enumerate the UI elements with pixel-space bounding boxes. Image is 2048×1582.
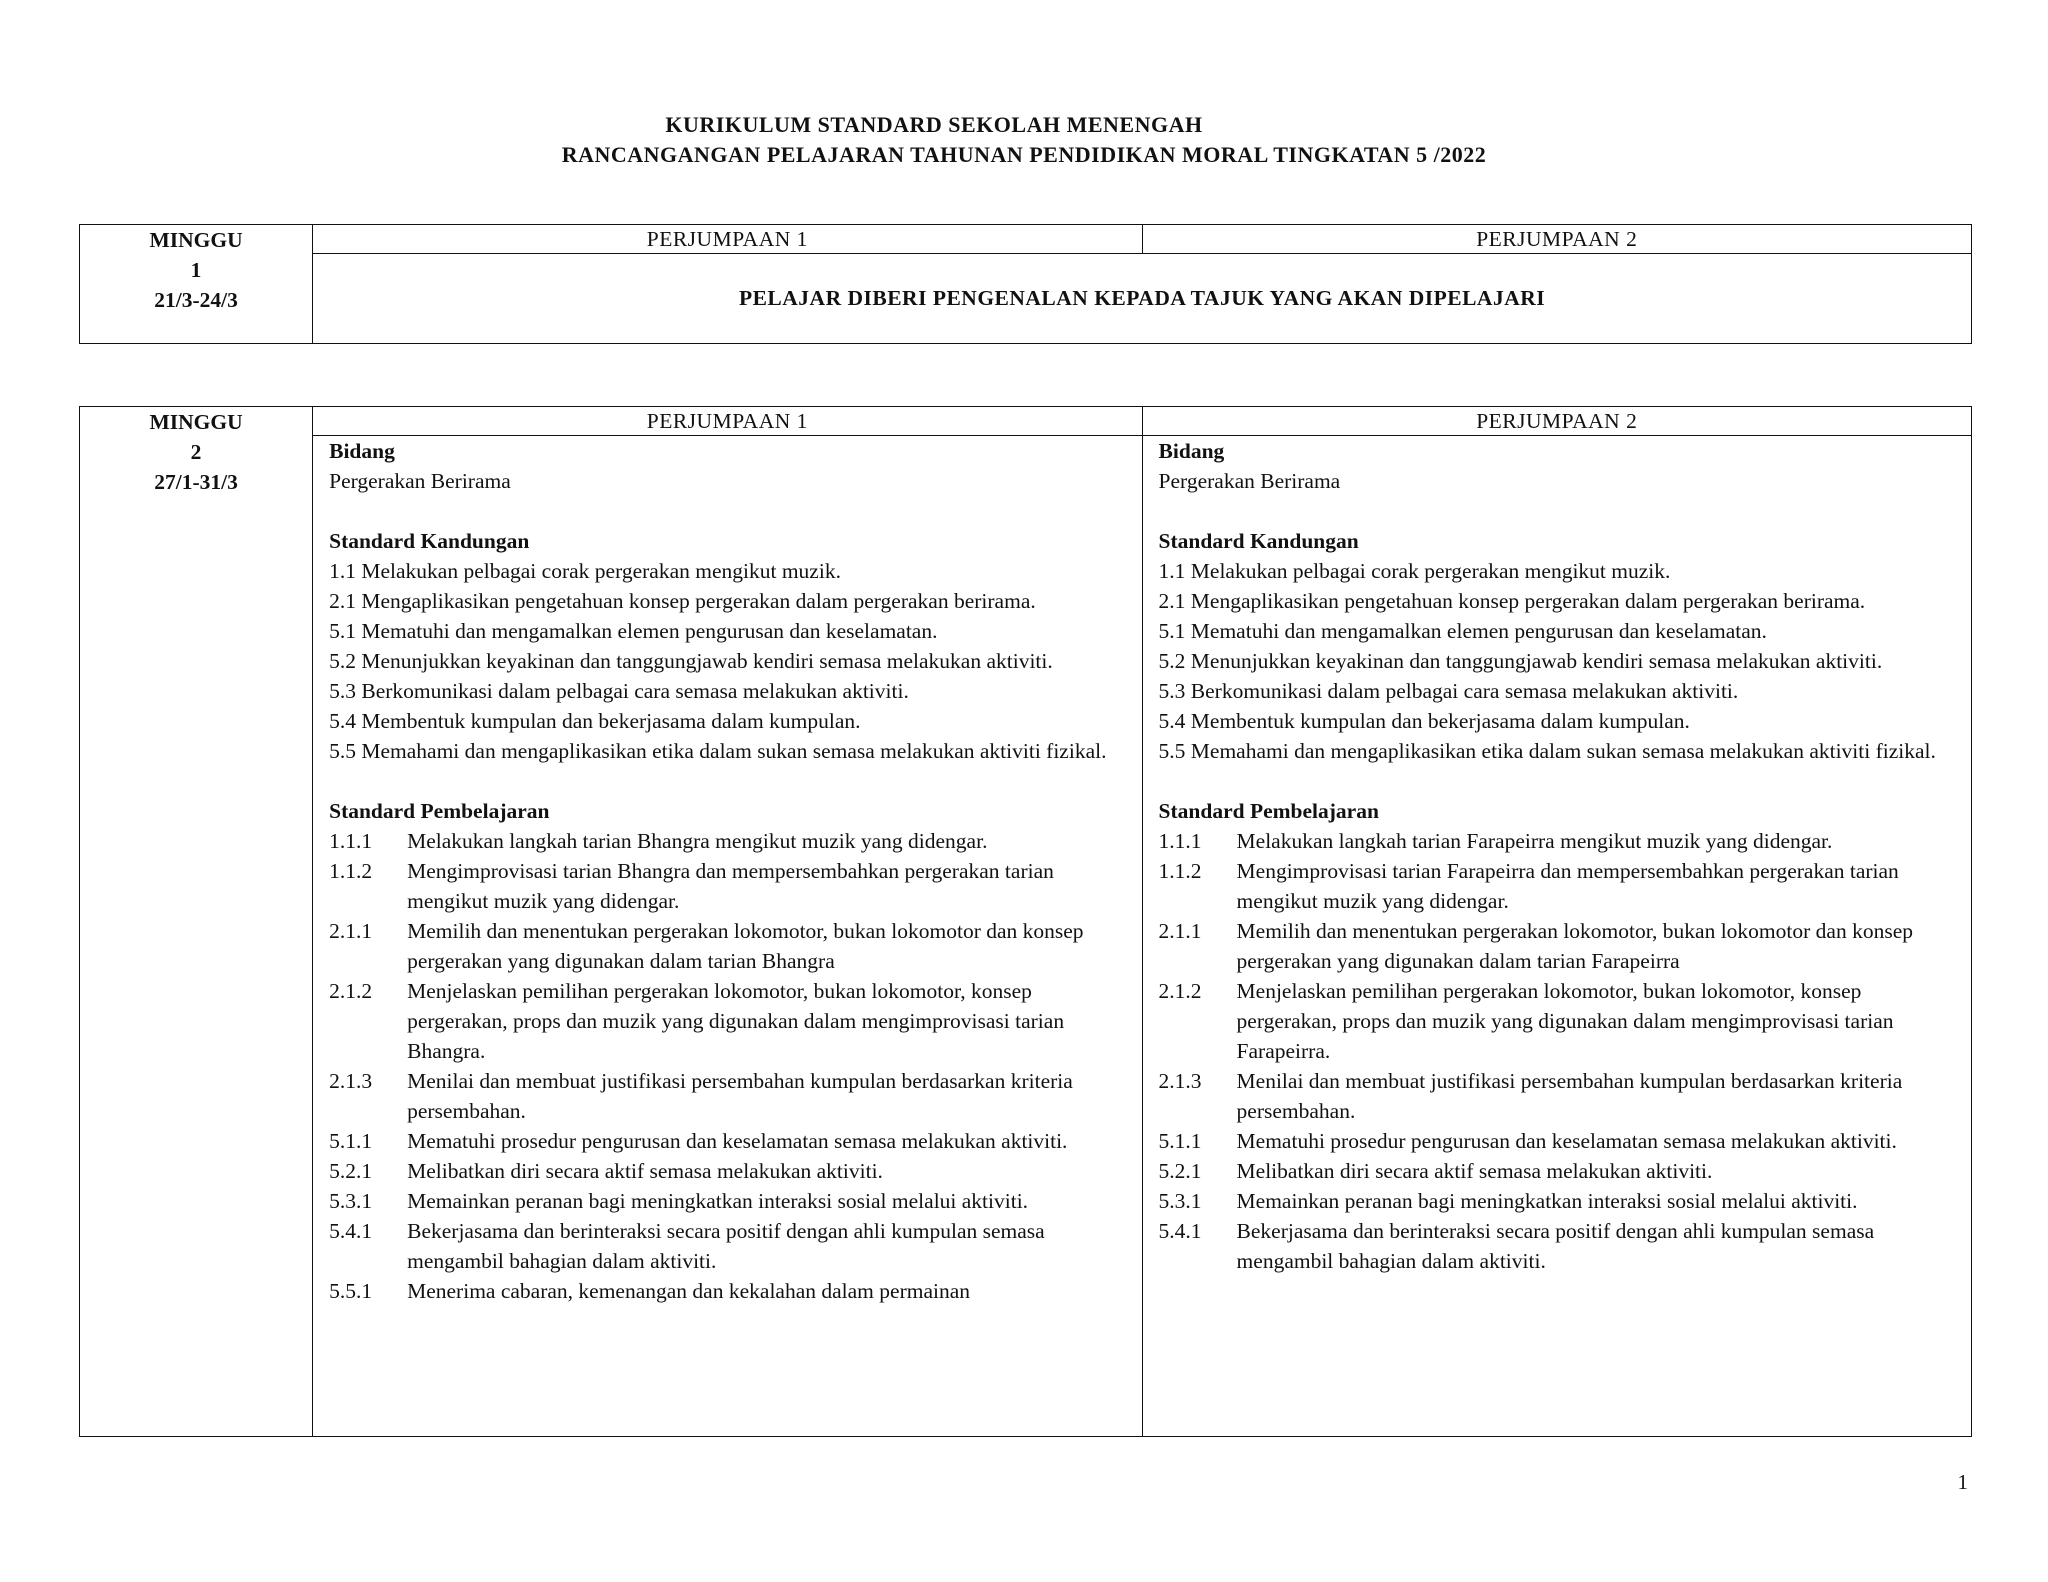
header-line-1: KURIKULUM STANDARD SEKOLAH MENENGAH — [665, 112, 1203, 137]
bidang-value: Pergerakan Berirama — [329, 469, 511, 493]
sk-item: 5.1 Mematuhi dan mengamalkan elemen pengurusan dan keselamatan. — [1158, 619, 1767, 643]
perjumpaan-2-heading: PERJUMPAAN 2 — [1142, 225, 1971, 254]
sp-text: Mengimprovisasi tarian Farapeirra dan mempersembahkan pergerakan tarian mengikut muzik yang didengar. — [1236, 859, 1899, 913]
week-dates: 21/3-24/3 — [154, 288, 238, 312]
sp-code: 5.4.1 — [329, 1219, 373, 1243]
sk-item: 5.1 Mematuhi dan mengamalkan elemen pengurusan dan keselamatan. — [329, 619, 938, 643]
sp-text: Menjelaskan pemilihan pergerakan lokomotor, bukan lokomotor, konsep pergerakan, props dan muzik yang digunakan dalam mengimprovisasi tarian Bhangra. — [407, 979, 1065, 1063]
sk-item: 5.5 Memahami dan mengaplikasikan etika dalam sukan semasa melakukan aktiviti fizikal. — [329, 739, 1107, 763]
sp-item — [1159, 1066, 1959, 1126]
sp-item — [1159, 1216, 1959, 1276]
week-2-table — [79, 406, 1972, 1437]
sp-text: Memainkan peranan bagi meningkatkan interaksi sosial melalui aktiviti. — [1236, 1189, 1858, 1213]
sp-code: 1.1.2 — [1158, 859, 1202, 883]
sp-text: Menerima cabaran, kemenangan dan kekalahan dalam permainan — [407, 1279, 971, 1303]
sk-item: 5.3 Berkomunikasi dalam pelbagai cara semasa melakukan aktiviti. — [329, 679, 909, 703]
sp-text: Mengimprovisasi tarian Bhangra dan mempersembahkan pergerakan tarian mengikut muzik yang didengar. — [407, 859, 1054, 913]
sp-text: Memilih dan menentukan pergerakan lokomotor, bukan lokomotor dan konsep pergerakan yang digunakan dalam tarian Farapeirra — [1236, 919, 1913, 973]
sp-item — [1159, 1186, 1959, 1216]
sk-item: 5.2 Menunjukkan keyakinan dan tanggungjawab kendiri semasa melakukan aktiviti. — [329, 649, 1053, 673]
sp-item — [329, 916, 1129, 976]
sp-item — [329, 1276, 1129, 1306]
perjumpaan-1-heading: PERJUMPAAN 1 — [313, 407, 1142, 436]
sp-item — [329, 826, 1129, 856]
week-1-intro: PELAJAR DIBERI PENGENALAN KEPADA TAJUK YANG AKAN DIPELAJARI — [313, 254, 1972, 344]
perjumpaan-1-content — [313, 436, 1142, 1437]
sp-item — [329, 976, 1129, 1066]
sp-text: Menilai dan membuat justifikasi persembahan kumpulan berdasarkan kriteria persembahan. — [1236, 1069, 1903, 1123]
sp-item — [329, 1126, 1129, 1156]
bidang-label: Bidang — [1158, 439, 1225, 463]
sk-item: 2.1 Mengaplikasikan pengetahuan konsep pergerakan dalam pergerakan berirama. — [329, 589, 1036, 613]
sp-code: 5.1.1 — [329, 1129, 373, 1153]
sk-item: 5.5 Memahami dan mengaplikasikan etika dalam sukan semasa melakukan aktiviti fizikal. — [1158, 739, 1936, 763]
sp-item — [1159, 1156, 1959, 1186]
standard-pembelajaran-label: Standard Pembelajaran — [1158, 799, 1379, 823]
perjumpaan-2-content — [1142, 436, 1971, 1437]
sk-item: 5.3 Berkomunikasi dalam pelbagai cara semasa melakukan aktiviti. — [1158, 679, 1739, 703]
sp-code: 1.1.2 — [329, 859, 373, 883]
sp-text: Bekerjasama dan berinteraksi secara positif dengan ahli kumpulan semasa mengambil bahagian dalam aktiviti. — [407, 1219, 1045, 1273]
sk-item: 1.1 Melakukan pelbagai corak pergerakan mengikut muzik. — [329, 559, 841, 583]
sk-item: 5.4 Membentuk kumpulan dan bekerjasama dalam kumpulan. — [329, 709, 861, 733]
sk-item: 2.1 Mengaplikasikan pengetahuan konsep pergerakan dalam pergerakan berirama. — [1158, 589, 1866, 613]
week-label: MINGGU — [149, 410, 243, 434]
week-dates: 27/1-31/3 — [154, 470, 238, 494]
sp-code: 1.1.1 — [329, 829, 373, 853]
sp-code: 2.1.1 — [1158, 919, 1202, 943]
sp-code: 1.1.1 — [1158, 829, 1202, 853]
sp-code: 5.2.1 — [1158, 1159, 1202, 1183]
standard-kandungan-label: Standard Kandungan — [1158, 529, 1359, 553]
sp-text: Menilai dan membuat justifikasi persembahan kumpulan berdasarkan kriteria persembahan. — [407, 1069, 1073, 1123]
sp-text: Mematuhi prosedur pengurusan dan keselamatan semasa melakukan aktiviti. — [407, 1129, 1068, 1153]
sp-text: Melakukan langkah tarian Farapeirra mengikut muzik yang didengar. — [1236, 829, 1833, 853]
week-number: 2 — [190, 440, 202, 464]
sp-code: 2.1.1 — [329, 919, 373, 943]
sk-item: 1.1 Melakukan pelbagai corak pergerakan mengikut muzik. — [1158, 559, 1671, 583]
sp-text: Bekerjasama dan berinteraksi secara positif dengan ahli kumpulan semasa mengambil bahagian dalam aktiviti. — [1236, 1219, 1875, 1273]
week-2-cell — [80, 407, 313, 1437]
sp-code: 2.1.3 — [1158, 1069, 1202, 1093]
sp-item — [329, 1186, 1129, 1216]
sp-item — [1159, 856, 1959, 916]
sp-item — [1159, 826, 1959, 856]
sp-code: 2.1.2 — [1158, 979, 1202, 1003]
week-1-cell — [80, 225, 313, 344]
sp-text: Mematuhi prosedur pengurusan dan keselamatan semasa melakukan aktiviti. — [1236, 1129, 1897, 1153]
standard-pembelajaran-label: Standard Pembelajaran — [329, 799, 550, 823]
week-1-table — [79, 224, 1972, 344]
page-number: 1 — [1957, 1470, 1968, 1494]
bidang-value: Pergerakan Berirama — [1158, 469, 1341, 493]
sp-text: Memilih dan menentukan pergerakan lokomotor, bukan lokomotor dan konsep pergerakan yang digunakan dalam tarian Bhangra — [407, 919, 1084, 973]
sp-code: 2.1.3 — [329, 1069, 373, 1093]
sp-code: 5.4.1 — [1158, 1219, 1202, 1243]
sp-code: 5.3.1 — [1158, 1189, 1202, 1213]
sk-item: 5.2 Menunjukkan keyakinan dan tanggungjawab kendiri semasa melakukan aktiviti. — [1158, 649, 1883, 673]
sk-item: 5.4 Membentuk kumpulan dan bekerjasama dalam kumpulan. — [1158, 709, 1690, 733]
week-number: 1 — [190, 258, 202, 282]
document-header — [0, 110, 2048, 170]
sp-item — [329, 1066, 1129, 1126]
sp-item — [1159, 916, 1959, 976]
sp-code: 5.1.1 — [1158, 1129, 1202, 1153]
sp-text: Melibatkan diri secara aktif semasa melakukan aktiviti. — [1236, 1159, 1713, 1183]
sp-item — [329, 1156, 1129, 1186]
sp-text: Melibatkan diri secara aktif semasa melakukan aktiviti. — [407, 1159, 883, 1183]
sp-code: 2.1.2 — [329, 979, 373, 1003]
sp-item — [329, 856, 1129, 916]
header-line-2: RANCANGANGAN PELAJARAN TAHUNAN PENDIDIKAN MORAL TINGKATAN 5 /2022 — [561, 142, 1487, 167]
standard-kandungan-label: Standard Kandungan — [329, 529, 530, 553]
sp-item — [1159, 1126, 1959, 1156]
perjumpaan-1-heading: PERJUMPAAN 1 — [313, 225, 1142, 254]
sp-item — [329, 1216, 1129, 1276]
sp-text: Menjelaskan pemilihan pergerakan lokomotor, bukan lokomotor, konsep pergerakan, props dan muzik yang digunakan dalam mengimprovisasi tarian Farapeirra. — [1236, 979, 1894, 1063]
bidang-label: Bidang — [329, 439, 395, 463]
sp-text: Memainkan peranan bagi meningkatkan interaksi sosial melalui aktiviti. — [407, 1189, 1029, 1213]
sp-code: 5.3.1 — [329, 1189, 373, 1213]
sp-code: 5.2.1 — [329, 1159, 373, 1183]
perjumpaan-2-heading: PERJUMPAAN 2 — [1142, 407, 1971, 436]
sp-item — [1159, 976, 1959, 1066]
week-label: MINGGU — [149, 228, 243, 252]
sp-code: 5.5.1 — [329, 1279, 373, 1303]
sp-text: Melakukan langkah tarian Bhangra mengikut muzik yang didengar. — [407, 829, 988, 853]
